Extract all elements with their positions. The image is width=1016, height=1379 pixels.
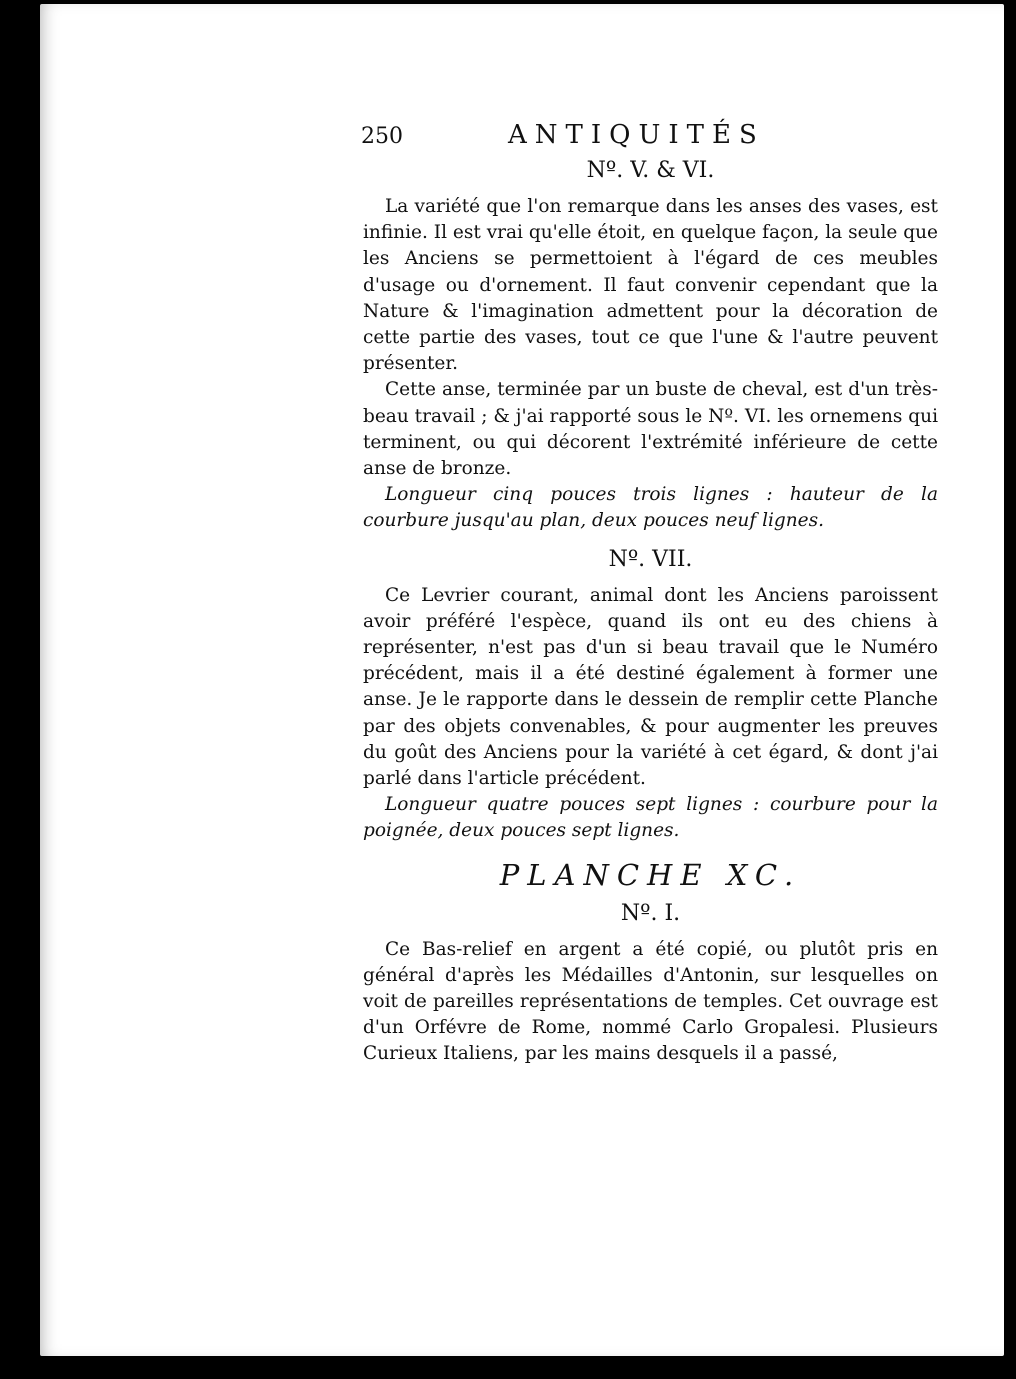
plate-subheading: Nº. I. — [620, 900, 681, 926]
paragraph-horse-bust-handle: Cette anse, terminée par un buste de cheval, est d'un très-beau travail ; & j'ai rapporté sous le Nº. VI. les ornemens qui terminent, ou qui décorent l'extrémité inférieure de cette anse de bronze. — [363, 379, 938, 480]
running-head — [363, 112, 938, 152]
measurement-note-vii: Longueur quatre pouces sept lignes : courbure pour la poignée, deux pouces sept lignes. — [363, 794, 938, 842]
paragraph-greyhound-handle: Ce Levrier courant, animal dont les Anciens paroissent avoir préféré l'espèce, quand ils ont eu des chiens à représenter, n'est pas d'un si beau travail que le Numéro précédent, mais il a été destiné également à former une anse. Je le rapporte dans le dessein de remplir cette Planche par des objets convenables, & pour augmenter les preuves du goût des Anciens pour la variété à cet égard, & dont j'ai parlé dans l'article précédent. — [363, 584, 938, 790]
measurement-note-v-vi: Longueur cinq pouces trois lignes : hauteur de la courbure jusqu'au plan, deux pouces neuf lignes. — [363, 484, 938, 532]
running-title: ANTIQUITÉS — [508, 120, 765, 150]
paragraph-handles-variety: La variété que l'on remarque dans les anses des vases, est infinie. Il est vrai qu'elle étoit, en quelque façon, la seule que les Anciens se permettoient à l'égard de ces meubles d'usage ou d'ornement. Il faut convenir cependant que la Nature & l'imagination admettent pour la décoration de cette partie des vases, tout ce que l'une & l'autre peuvent présenter. — [363, 196, 938, 375]
text-block — [363, 112, 938, 1068]
page-number: 250 — [361, 124, 403, 149]
section-heading-vii: Nº. VII. — [608, 546, 693, 572]
plate-heading: PLANCHE XC. — [499, 857, 802, 892]
section-heading-v-vi: Nº. V. & VI. — [586, 158, 715, 183]
paragraph-silver-bas-relief: Ce Bas-relief en argent a été copié, ou plutôt pris en général d'après les Médailles d'Antonin, sur lesquelles on voit de pareilles représentations de temples. Cet ouvrage est d'un Orfévre de Rome, nommé Carlo Gropalesi. Plusieurs Curieux Italiens, par les mains desquels il a passé, — [363, 938, 938, 1065]
